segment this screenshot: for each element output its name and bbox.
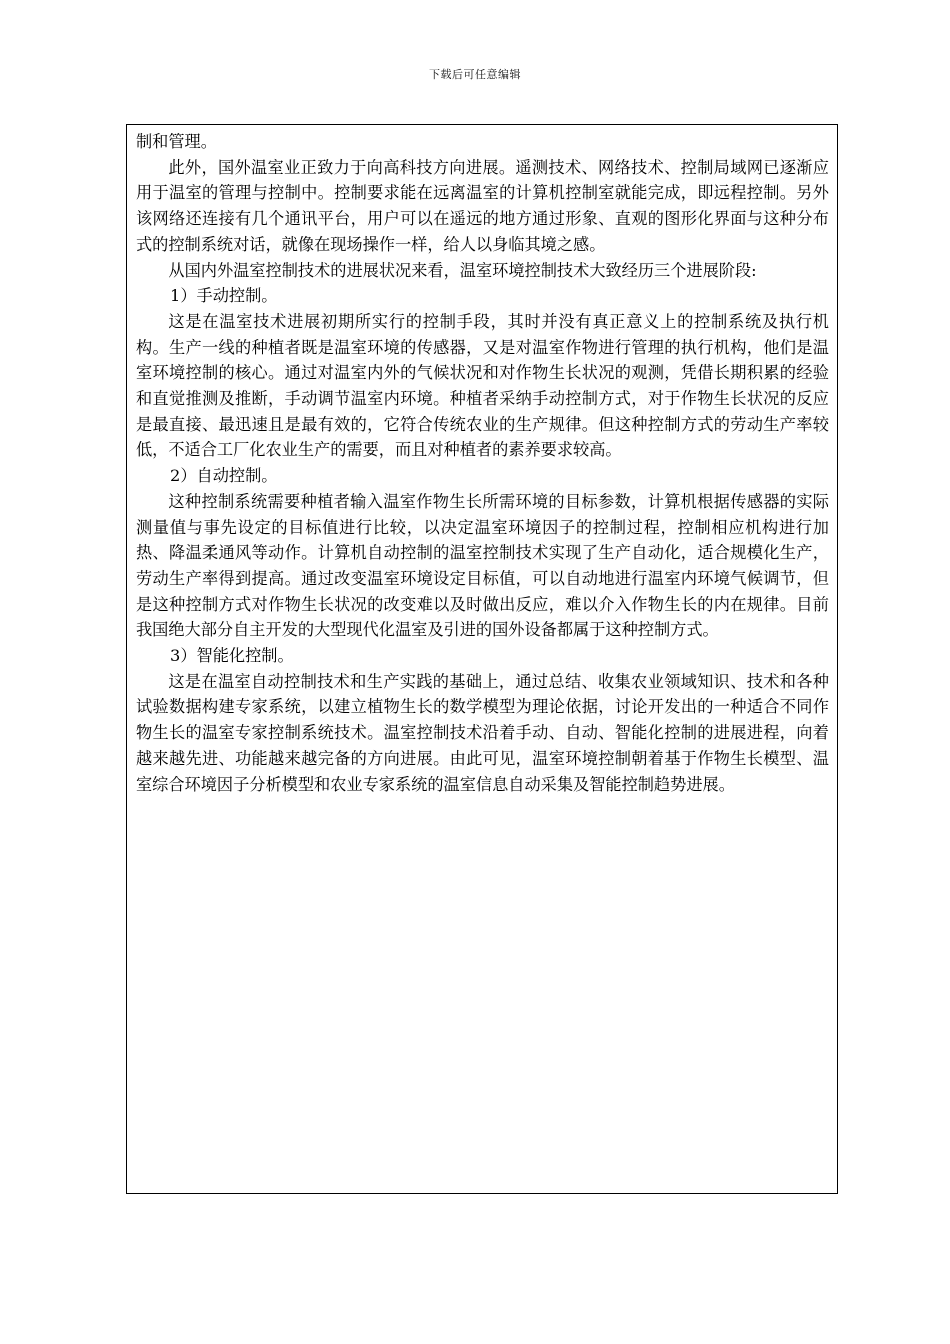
paragraph-foreign-trends: 此外，国外温室业正致力于向高科技方向进展。遥测技术、网络技术、控制局域网已逐渐应用于温室的管理与控制中。控制要求能在远离温室的计算机控制室就能完成，即远程控制。另外该网络还连接有几个通讯平台，用户可以在遥远的地方通过形象、直观的图形化界面与这种分布式的控制系统对话，就像在现场操作一样，给人以身临其境之感。	[136, 157, 829, 254]
paragraph-manual-control: 这是在温室技术进展初期所实行的控制手段，其时并没有真正意义上的控制系统及执行机构。生产一线的种植者既是温室环境的传感器，又是对温室作物进行管理的执行机构，他们是温室环境控制的核心。通过对温室内外的气候状况和对作物生长状况的观测，凭借长期积累的经验和直觉推测及推断，手动调节温室内环境。种植者采纳手动控制方式，对于作物生长状况的反应是最直接、最迅速且是最有效的，它符合传统农业的生产规律。但这种控制方式的劳动生产率较低，不适合工厂化农业生产的需要，而且对种植者的素养要求较高。	[136, 311, 829, 460]
paragraph-automatic-control: 这种控制系统需要种植者输入温室作物生长所需环境的目标参数，计算机根据传感器的实际测量值与事先设定的目标值进行比较，以决定温室环境因子的控制过程，控制相应机构进行加热、降温柔通风等动作。计算机自动控制的温室控制技术实现了生产自动化，适合规模化生产，劳动生产率得到提高。通过改变温室环境设定目标值，可以自动地进行温室内环境气候调节，但是这种控制方式对作物生长状况的改变难以及时做出反应，难以介入作物生长的内在规律。目前我国绝大部分自主开发的大型现代化温室及引进的国外设备都属于这种控制方式。	[136, 491, 829, 640]
paragraph-intelligent-control: 这是在温室自动控制技术和生产实践的基础上，通过总结、收集农业领域知识、技术和各种试验数据构建专家系统，以建立植物生长的数学模型为理论依据，讨论开发出的一种适合不同作物生长的温室专家控制系统技术。温室控制技术沿着手动、自动、智能化控制的进展进程，向着越来越先进、功能越来越完备的方向进展。由此可见，温室环境控制朝着基于作物生长模型、温室综合环境因子分析模型和农业专家系统的温室信息自动采集及智能控制趋势进展。	[136, 671, 829, 794]
document-content-box	[126, 124, 838, 1194]
heading-intelligent-control: 3）智能化控制。	[170, 646, 294, 666]
paragraph-continuation: 制和管理。	[136, 132, 217, 151]
page-header: 下载后可任意编辑	[429, 68, 521, 81]
heading-automatic-control: 2）自动控制。	[170, 466, 278, 486]
paragraph-stages-intro: 从国内外温室控制技术的进展状况来看，温室环境控制技术大致经历三个进展阶段:	[168, 260, 757, 280]
heading-manual-control: 1）手动控制。	[170, 286, 278, 306]
